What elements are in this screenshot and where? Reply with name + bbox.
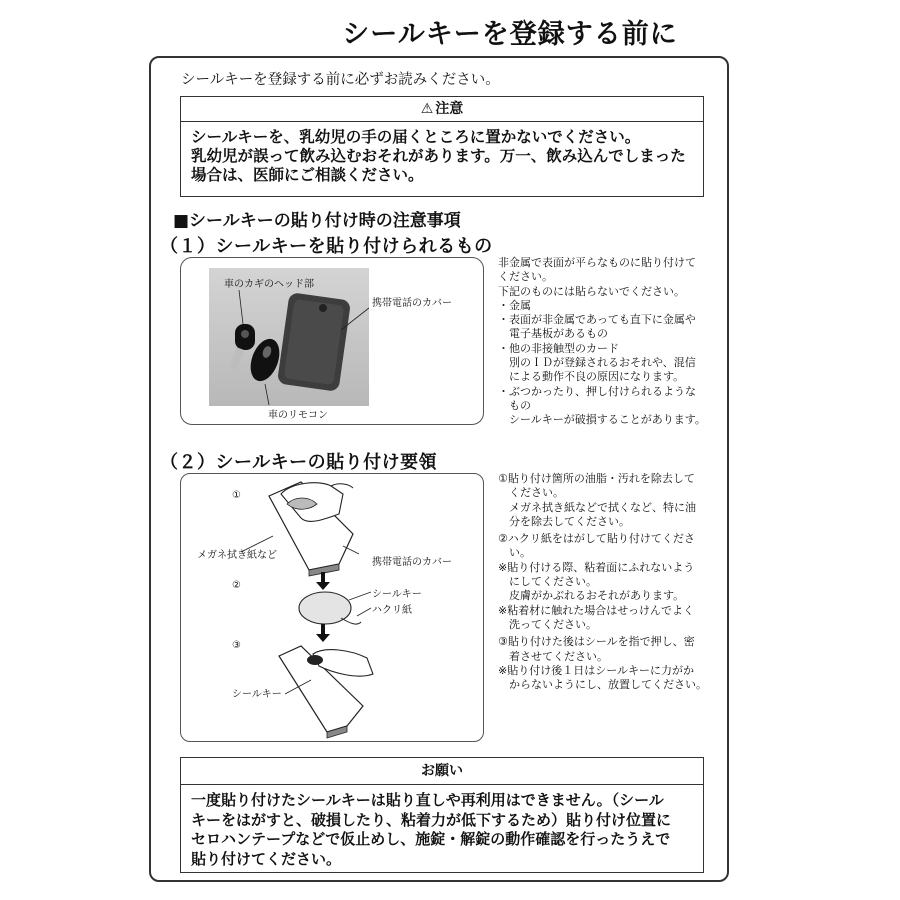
- step-number: ①: [232, 490, 241, 501]
- part2-illustration-box: [180, 473, 484, 742]
- note-line: 非金属で表面が平らなものに貼り付けて: [498, 256, 696, 269]
- note-line: ③貼り付けた後はシールを指で押し、密: [498, 635, 695, 649]
- request-line: 貼り付けてください。: [191, 849, 342, 868]
- caption-car-remote: 車のリモコン: [268, 410, 328, 421]
- seal-key-illustration: [299, 592, 361, 624]
- caution-line: シールキーを、乳幼児の手の届くところに置かないでください。: [191, 128, 641, 146]
- note-line: ・ぶつかったり、押し付けられるような: [498, 384, 696, 398]
- request-header: お願い: [181, 758, 703, 785]
- note-line: ※貼り付け後１日はシールキーに力がか: [498, 663, 694, 677]
- note-line: 下記のものには貼らないでください。: [498, 284, 685, 298]
- caution-box: [180, 96, 704, 197]
- arrow-down-icon: [316, 624, 330, 642]
- request-box: [180, 757, 704, 873]
- caption-wipe-paper: メガネ拭き紙など: [197, 550, 277, 561]
- request-line: セロハンテープなどで仮止めし、施錠・解錠の動作確認を行ったうえで: [191, 830, 671, 848]
- caption-key-head: 車のカギのヘッド部: [224, 279, 314, 290]
- note-line: シールキーが破損することがあります。: [498, 413, 706, 427]
- note-line: ください。: [498, 270, 553, 284]
- note-line: 電子基板があるもの: [498, 327, 608, 341]
- arrow-down-icon: [316, 572, 330, 590]
- note-line: 皮膚がかぶれるおそれがあります。: [498, 589, 685, 603]
- caption-release-paper: ハクリ紙: [372, 605, 412, 616]
- intro-text: シールキーを登録する前に必ずお読みください。: [181, 72, 500, 88]
- page-title: シールキーを登録する前に: [342, 19, 678, 50]
- section-heading: ■シールキーの貼り付け時の注意事項: [173, 211, 461, 231]
- note-line: ②ハクリ紙をはがして貼り付けてくださ: [498, 532, 695, 546]
- caption-phone-cover: 携帯電話のカバー: [372, 298, 452, 309]
- part1-heading: （１）シールキーを貼り付けられるもの: [160, 236, 493, 257]
- note-line: メガネ拭き紙などで拭くなど、特に油: [498, 500, 696, 514]
- request-line: キーをはがすと、破損したり、粘着力が低下するため）貼り付け位置に: [191, 810, 672, 829]
- note-line: からないようにし、放置してください。: [498, 678, 707, 692]
- note-line: もの: [498, 398, 531, 412]
- note-line: ①貼り付け箇所の油脂・汚れを除去して: [498, 472, 695, 485]
- step-number: ②: [232, 580, 241, 591]
- wipe-illustration: [269, 482, 353, 576]
- caution-header: [181, 97, 703, 122]
- part1-notes: [498, 256, 706, 428]
- note-line: 着させてください。: [498, 649, 608, 663]
- caution-body: [181, 122, 703, 191]
- note-line: ・金属: [498, 298, 531, 312]
- note-line: による動作不良の原因になります。: [498, 370, 685, 384]
- note-line: ※貼り付ける際、粘着面にふれないよう: [498, 560, 695, 574]
- caution-label: 注意: [435, 101, 464, 117]
- part2-notes: [498, 472, 707, 692]
- caution-line: 乳幼児が誤って飲み込むおそれがあります。万一、飲み込んでしまった: [191, 147, 686, 165]
- caution-line: 場合は、医師にご相談ください。: [191, 166, 424, 184]
- request-body: [181, 785, 703, 875]
- note-line: い。: [498, 546, 531, 560]
- note-line: 別のＩＤが登録されるおそれや、混信: [498, 356, 696, 370]
- note-line: ※粘着材に触れた場合はせっけんでよく: [498, 603, 694, 617]
- press-illustration: [279, 646, 373, 738]
- note-line: ・表面が非金属であっても直下に金属や: [498, 313, 696, 327]
- caption-seal-key-2: シールキー: [232, 689, 282, 700]
- phone-cover-icon: [277, 292, 351, 392]
- request-line: 一度貼り付けたシールキーは貼り直しや再利用はできません。（シール: [191, 791, 664, 809]
- caption-phone-cover-2: 携帯電話のカバー: [372, 557, 452, 568]
- note-line: にしてください。: [498, 575, 597, 589]
- caption-seal-key: シールキー: [372, 589, 422, 600]
- note-line: 洗ってください。: [498, 617, 597, 631]
- step-number: ③: [232, 640, 241, 651]
- note-line: ・他の非接触型のカード: [498, 341, 619, 355]
- warning-icon: ⚠: [420, 101, 434, 117]
- note-line: ください。: [498, 486, 564, 500]
- part2-heading: （２）シールキーの貼り付け要領: [160, 452, 438, 473]
- note-line: 分を除去してください。: [498, 514, 630, 528]
